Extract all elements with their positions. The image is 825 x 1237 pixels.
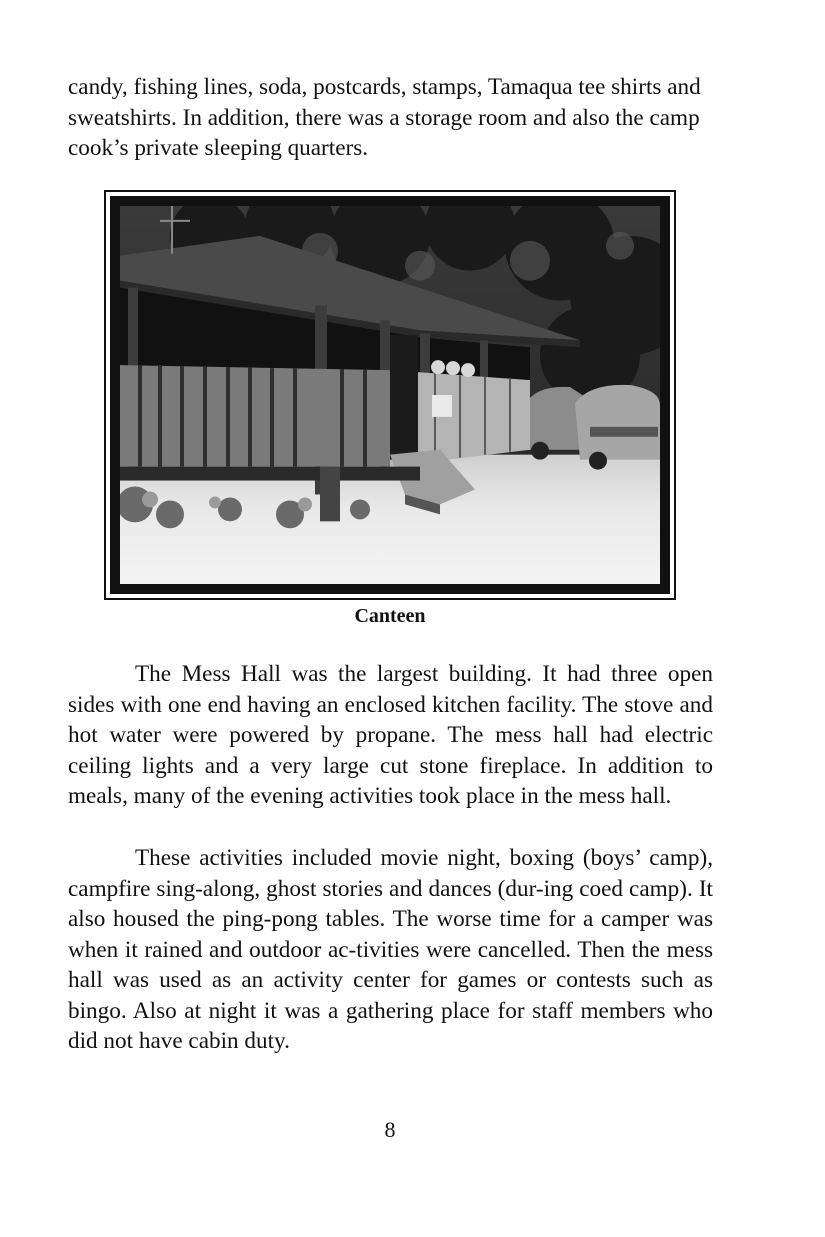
- paragraph-mess-hall: The Mess Hall was the largest building. It had three open sides with one end having an enclosed kitchen facility. The stove and hot water were powered by propane. The mess hall had electric ceiling lights and a very large cut stone fireplace. In addition to meals, many of the evening activities took place in the mess hall.: [68, 661, 713, 809]
- canteen-photo: [120, 206, 660, 584]
- paragraph-activities: These activities included movie night, boxing (boys’ camp), campfire sing-along, ghost stories and dances (dur-ing coed camp). It also housed the ping-pong tables. The worse time for a camper was when it rained and outdoor ac-tivities were cancelled. Then the mess hall was used as an activity center for games or contests such as bingo. Also at night it was a gathering place for staff members who did not have cabin duty.: [68, 845, 713, 1054]
- page-number: 8: [384, 1117, 396, 1142]
- paragraph-continued: candy, fishing lines, soda, postcards, stamps, Tamaqua tee shirts and sweatshirts. In addition, there was a storage room and also the camp cook’s private sleeping quarters.: [68, 74, 701, 161]
- figure-caption: Canteen: [354, 605, 426, 627]
- photo-border: [110, 196, 670, 594]
- photo-frame: [104, 190, 676, 600]
- canteen-photo-illustration: [120, 206, 660, 584]
